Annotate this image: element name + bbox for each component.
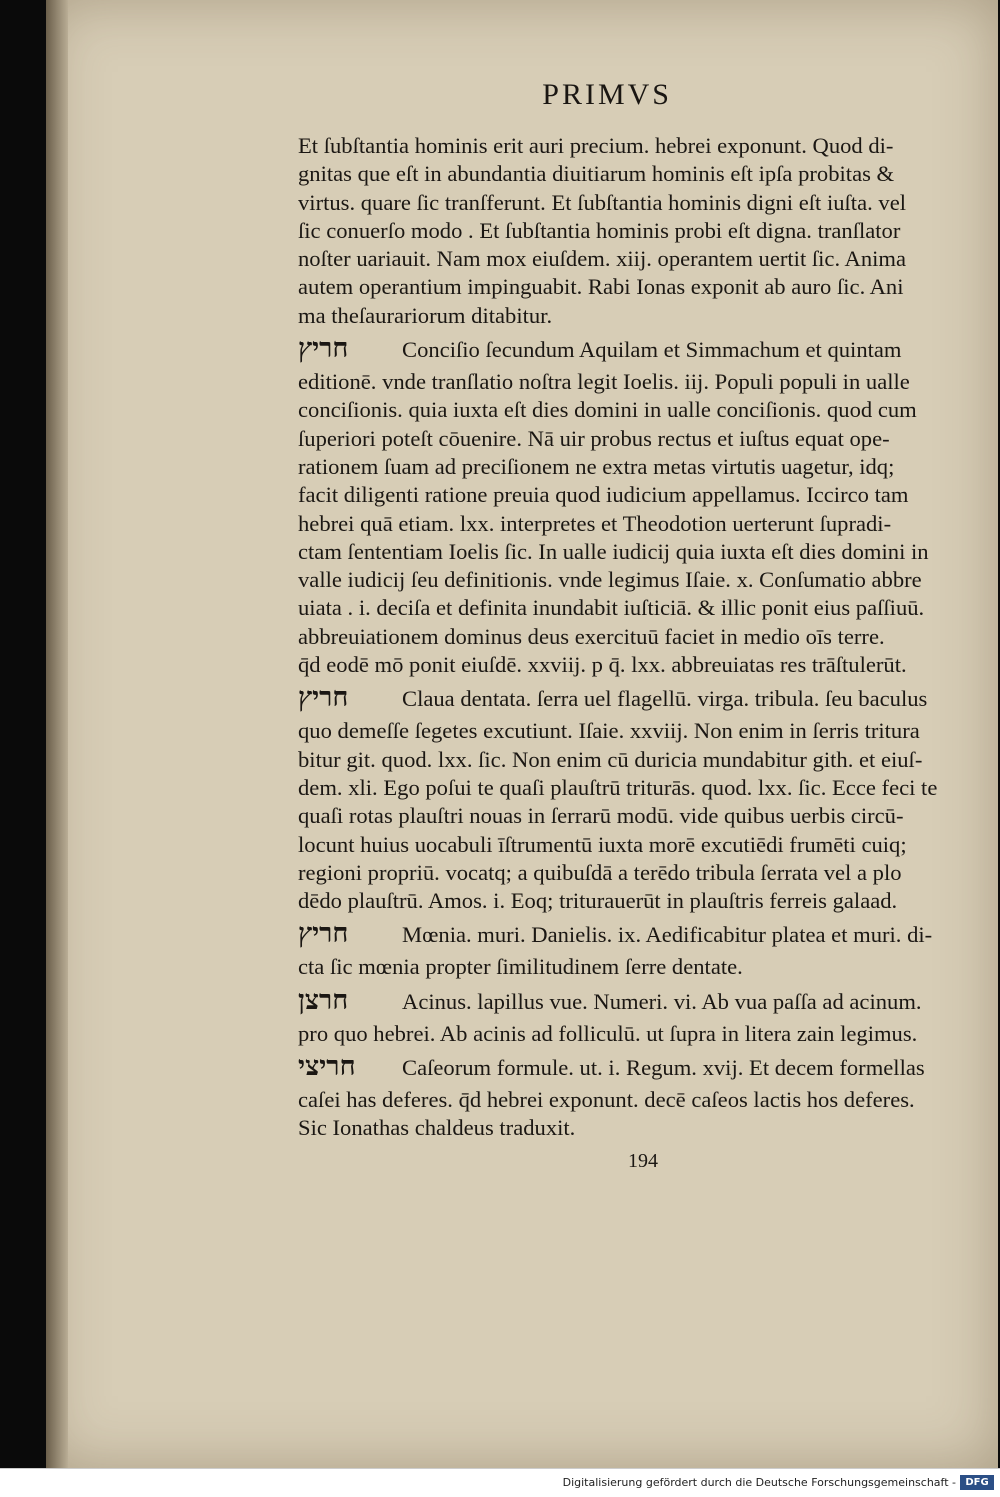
- footer-credit: Digitalisierung gefördert durch die Deutsche Forschungsgemeinschaft -: [562, 1476, 956, 1489]
- text-line: dem. xli. Ego poſui te quaſi plauſtrū triturās. quod. lxx. ſic. Ecce feci te: [298, 774, 938, 800]
- entry-first-line: Mœnia. muri. Danielis. ix. Aedificabitur platea et muri. di-: [402, 922, 933, 948]
- hebrew-headword: חריץ: [298, 918, 349, 950]
- text-line: cta ſic mœnia propter ſimilitudinem ſerre dentate.: [298, 954, 743, 980]
- entry-headline: [298, 915, 998, 953]
- lexicon-entry: [298, 1048, 998, 1143]
- text-line: regioni propriū. vocatq; a quibuſdā a terēdo tribula ſerrata vel a plo: [298, 859, 902, 885]
- hebrew-headword: חריצי: [298, 1051, 356, 1083]
- text-line: bitur git. quod. lxx. ſic. Non enim cū duricia mundabitur gith. et eiuſ-: [298, 746, 923, 772]
- book-page: [46, 0, 998, 1468]
- text-line: q̄d eodē mō ponit eiuſdē. xxviij. p q̄. lxx. abbreuiatas res trāſtulerūt.: [298, 652, 907, 678]
- text-line: ma theſaurariorum ditabitur.: [298, 302, 553, 328]
- text-line: autem operantium impinguabit. Rabi Ionas exponit ab auro ſic. Ani: [298, 274, 904, 300]
- text-line: Et ſubſtantia hominis erit auri precium. hebrei exponunt. Quod di-: [298, 133, 894, 158]
- text-line: ſic conuerſo modo . Et ſubſtantia hominis probi eſt digna. tranſlator: [298, 217, 901, 243]
- text-line: locunt huius uocabuli īſtrumentū iuxta morē excutiēdi frumēti cuiq;: [298, 831, 907, 857]
- text-line: valle iudicij ſeu definitionis. vnde legimus Iſaie. x. Conſumatio abbre: [298, 567, 922, 593]
- text-line: dēdo plauſtrū. Amos. i. Eoq; triturauerūt in plauſtris ferreis galaad.: [298, 888, 898, 914]
- text-line: facit diligenti ratione preuia quod iudicium appellamus. Iccirco tam: [298, 482, 909, 508]
- text-line: uiata . i. deciſa et definita inundabit iuſticiā. & illic ponit eius paſſiuū.: [298, 595, 925, 621]
- text-line: ctam ſententiam Ioelis ſic. In ualle iudicij quia iuxta eſt dies domini in: [298, 538, 929, 564]
- lexicon-entry: [298, 982, 998, 1048]
- text-line: virtus. quare ſic tranſferunt. Et ſubſtantia hominis digni eſt iuſta. vel: [298, 189, 907, 215]
- entry-headline: [298, 679, 998, 717]
- footer-bar: [0, 1468, 1000, 1497]
- lexicon-entry: [298, 679, 998, 915]
- text-line: quaſi rotas plauſtri nouas in ſerrarū modū. vide quibus uerbis circū-: [298, 803, 904, 829]
- text-line: rationem ſuam ad preciſionem ne extra metas virtutis uagetur, idq;: [298, 453, 895, 479]
- page-gutter: [46, 0, 68, 1468]
- lexicon-entries: [298, 330, 998, 1143]
- lexicon-entry: [298, 915, 998, 981]
- entry-headline: [298, 1048, 998, 1086]
- dfg-logo: DFG: [960, 1475, 994, 1490]
- entry-first-line: Acinus. lapillus vue. Numeri. vi. Ab vua paſſa ad acinum.: [402, 988, 922, 1014]
- running-head: PRIMVS: [542, 78, 672, 111]
- hebrew-headword: חרצן: [298, 984, 349, 1016]
- text-line: conciſionis. quia iuxta eſt dies domini in ualle conciſionis. quod cum: [298, 397, 917, 423]
- folio-number: 194: [628, 1150, 658, 1172]
- hebrew-headword: חריץ: [298, 333, 349, 365]
- text-line: hebrei quā etiam. lxx. interpretes et Theodotion uerterunt ſupradi-: [298, 510, 892, 536]
- text-line: Sic Ionathas chaldeus traduxit.: [298, 1115, 576, 1141]
- text-line: pro quo hebrei. Ab acinis ad folliculū. ut ſupra in litera zain legimus.: [298, 1020, 918, 1046]
- text-line: editionē. vnde tranſlatio noſtra legit Ioelis. iij. Populi populi in ualle: [298, 369, 910, 395]
- opening-paragraph: [298, 132, 998, 330]
- text-line: caſei has deferes. q̄d hebrei exponunt. decē caſeos lactis hos deferes.: [298, 1087, 915, 1113]
- text-line: quo demeſſe ſegetes excutiunt. Iſaie. xxviij. Non enim in ſerris tritura: [298, 718, 920, 744]
- entry-headline: [298, 330, 998, 368]
- entry-first-line: Claua dentata. ſerra uel flagellū. virga. tribula. ſeu baculus: [402, 686, 928, 712]
- text-line: abbreuiationem dominus deus exercituū faciet in medio oīs terre.: [298, 623, 885, 649]
- entry-first-line: Caſeorum formule. ut. i. Regum. xvij. Et decem formellas: [402, 1055, 925, 1081]
- text-line: ſuperiori poteſt cōuenire. Nā uir probus rectus et iuſtus equat ope-: [298, 425, 890, 451]
- text-line: noſter uariauit. Nam mox eiuſdem. xiij. operantem uertit ſic. Anima: [298, 246, 906, 272]
- hebrew-headword: חריץ: [298, 682, 349, 714]
- text-block: [298, 132, 998, 1143]
- lexicon-entry: [298, 330, 998, 679]
- text-line: gnitas que eſt in abundantia diuitiarum hominis eſt ipſa probitas &: [298, 161, 895, 187]
- entry-headline: [298, 982, 998, 1020]
- entry-first-line: Conciſio ſecundum Aquilam et Simmachum et quintam: [402, 337, 902, 363]
